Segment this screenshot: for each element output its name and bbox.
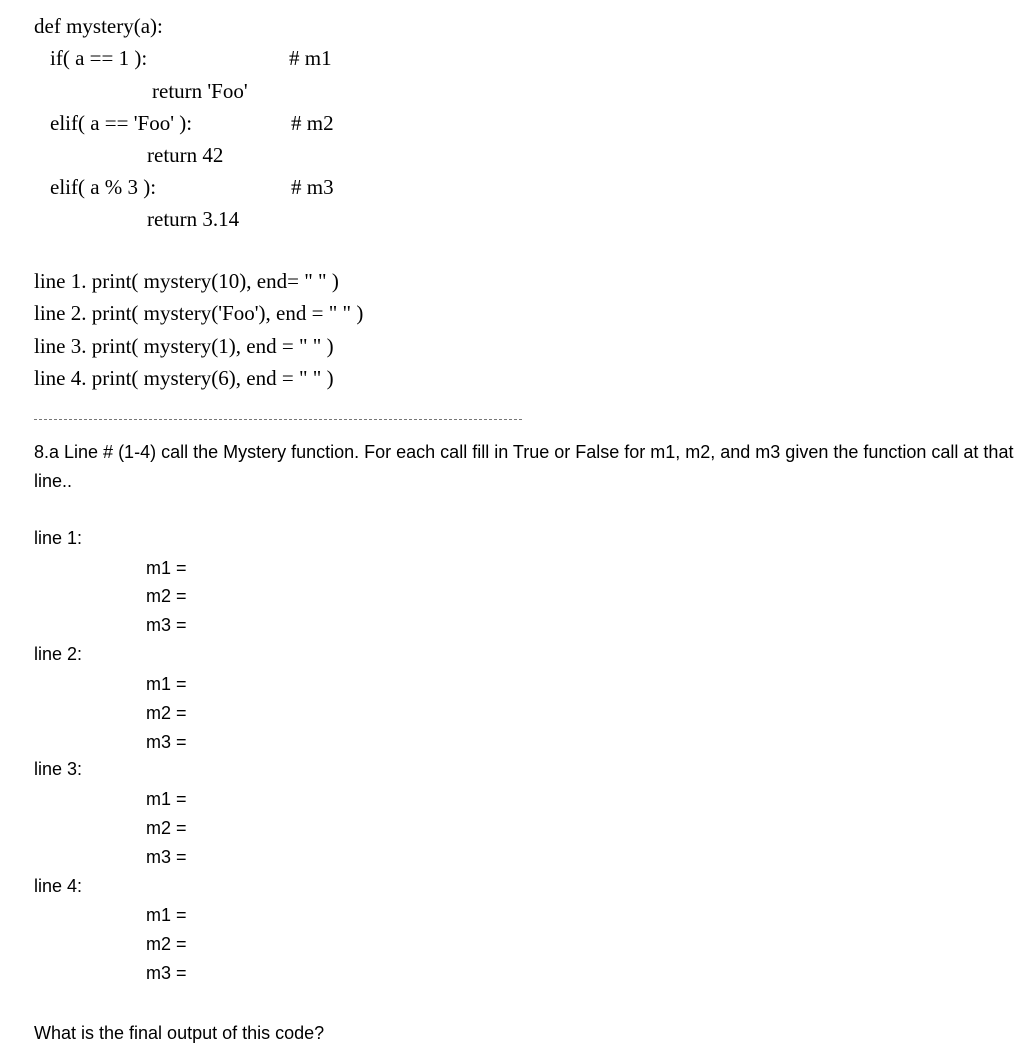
separator-rule: [34, 419, 522, 420]
code-comment-m2: # m2: [291, 111, 334, 135]
code-if-condition: if( a == 1 ):: [50, 46, 148, 70]
question-prompt: 8.a Line # (1-4) call the Mystery function. For each call fill in True or False for m1, m2, and m3 given the function call at that line..: [34, 442, 1014, 491]
final-question: What is the final output of this code?: [34, 1023, 325, 1043]
call-line-4: line 4. print( mystery(6), end = " " ): [34, 366, 334, 390]
code-elif-mod-condition: elif( a % 3 ):: [50, 175, 157, 199]
code-comment-m3: # m3: [291, 175, 334, 199]
line-4-m1-answer: m1 =: [146, 905, 187, 925]
group-label-line-1: line 1:: [34, 528, 83, 548]
line-3-m2-answer: m2 =: [146, 818, 187, 838]
line-1-m2-answer: m2 =: [146, 586, 187, 606]
line-1-m1-answer: m1 =: [146, 558, 187, 578]
code-comment-m1: # m1: [289, 46, 332, 70]
line-2-m3-answer: m3 =: [146, 732, 187, 752]
group-label-line-2: line 2:: [34, 644, 83, 664]
code-def-line: def mystery(a):: [34, 14, 163, 38]
code-elif-foo-condition: elif( a == 'Foo' ):: [50, 111, 193, 135]
group-label-line-4: line 4:: [34, 876, 83, 896]
line-1-m3-answer: m3 =: [146, 615, 187, 635]
call-line-3: line 3. print( mystery(1), end = " " ): [34, 334, 334, 358]
line-3-m3-answer: m3 =: [146, 847, 187, 867]
line-2-m1-answer: m1 =: [146, 674, 187, 694]
line-4-m3-answer: m3 =: [146, 963, 187, 983]
line-4-m2-answer: m2 =: [146, 934, 187, 954]
code-return-314: return 3.14: [147, 207, 240, 231]
group-label-line-3: line 3:: [34, 759, 83, 779]
line-3-m1-answer: m1 =: [146, 789, 187, 809]
line-2-m2-answer: m2 =: [146, 703, 187, 723]
call-line-2: line 2. print( mystery('Foo'), end = " " ): [34, 301, 364, 325]
code-return-42: return 42: [147, 143, 224, 167]
call-line-1: line 1. print( mystery(10), end= " " ): [34, 269, 339, 293]
code-return-foo: return 'Foo': [152, 79, 248, 103]
